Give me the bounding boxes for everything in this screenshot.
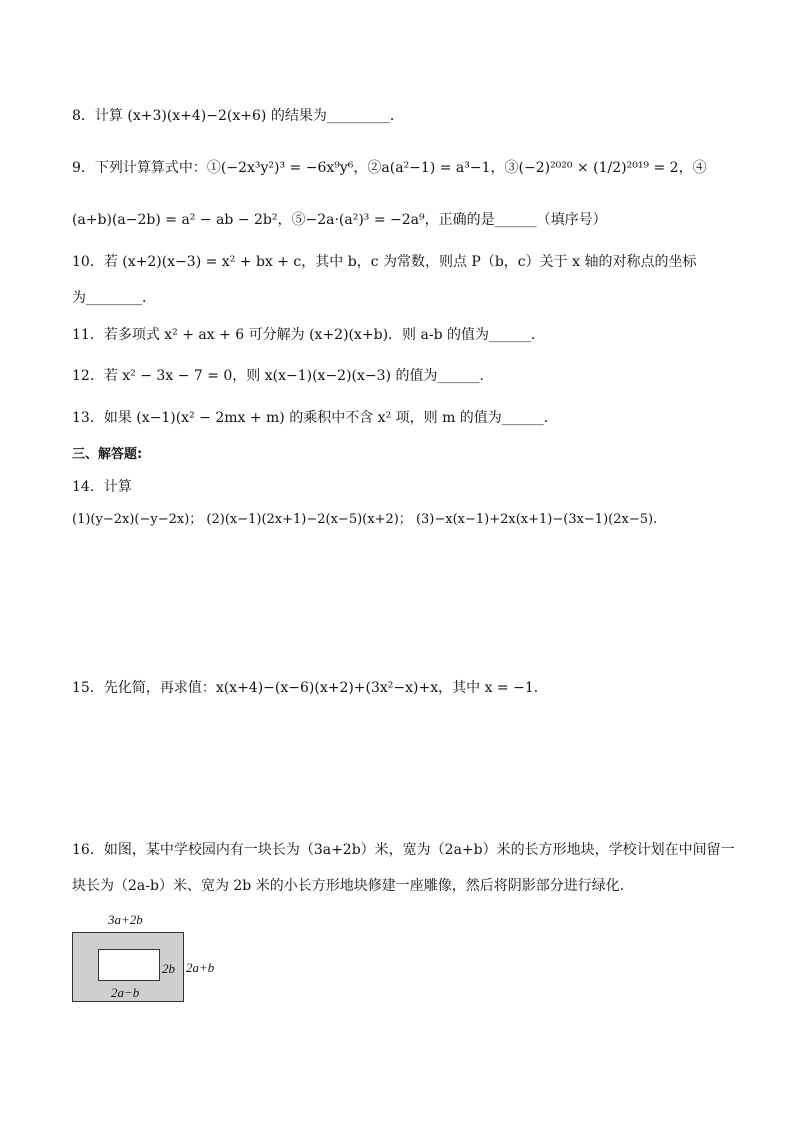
problem-9-line1: 9．下列计算算式中：①(−2x³y²)³ = −6x⁹y⁶，②a(a²−1) = a³−1，③(−2)²⁰²⁰ × (1/2)²⁰¹⁹ = 2，④ bbox=[72, 160, 707, 176]
problem-10-line1: 10．若 (x+2)(x−3) = x² + bx + c，其中 b，c 为常数，则点 P（b，c）关于 x 轴的对称点的坐标 bbox=[72, 254, 697, 270]
label-3a-2b: 3a+2b bbox=[108, 912, 143, 927]
problem-13: 13．如果 (x−1)(x² − 2mx + m) 的乘积中不含 x² 项，则 m 的值为______. bbox=[72, 410, 549, 426]
inner-rectangle bbox=[98, 949, 160, 981]
problem-12: 12．若 x² − 3x − 7 = 0，则 x(x−1)(x−2)(x−3) 的值为______. bbox=[72, 368, 484, 384]
rectangle-figure bbox=[72, 912, 232, 1002]
section-title: 三、解答题: bbox=[72, 447, 143, 462]
problem-16-line2: 块长为（2a-b）米、宽为 2b 米的小长方形地块修建一座雕像，然后将阴影部分进行绿化． bbox=[72, 878, 634, 894]
problem-8: 8．计算 (x+3)(x+4)−2(x+6) 的结果为_________． bbox=[72, 108, 404, 124]
label-2a-b: 2a−b bbox=[111, 985, 140, 1000]
problem-11: 11．若多项式 x² + ax + 6 可分解为 (x+2)(x+b)．则 a-b 的值为______． bbox=[72, 327, 545, 343]
label-2b: 2b bbox=[162, 961, 175, 976]
problem-9-line2: (a+b)(a−2b) = a² − ab − 2b²，⑤−2a·(a²)³ = −2a⁹，正确的是______（填序号） bbox=[72, 212, 607, 228]
problem-16-line1: 16．如图，某中学校园内有一块长为（3a+2b）米，宽为（2a+b）米的长方形地块，学校计划在中间留一 bbox=[72, 842, 735, 858]
outer-rectangle bbox=[72, 932, 184, 1002]
problem-14: 14．计算 bbox=[72, 479, 132, 495]
label-2a-plus-b: 2a+b bbox=[186, 960, 215, 975]
problem-10-line2: 为________． bbox=[72, 290, 156, 306]
problem-15: 15．先化简，再求值：x(x+4)−(x−6)(x+2)+(3x²−x)+x，其中 x = −1． bbox=[72, 680, 548, 696]
problem-14-parts: (1)(y−2x)(−y−2x)； (2)(x−1)(2x+1)−2(x−5)(x+2)； (3)−x(x−1)+2x(x+1)−(3x−1)(2x−5). bbox=[72, 512, 658, 527]
